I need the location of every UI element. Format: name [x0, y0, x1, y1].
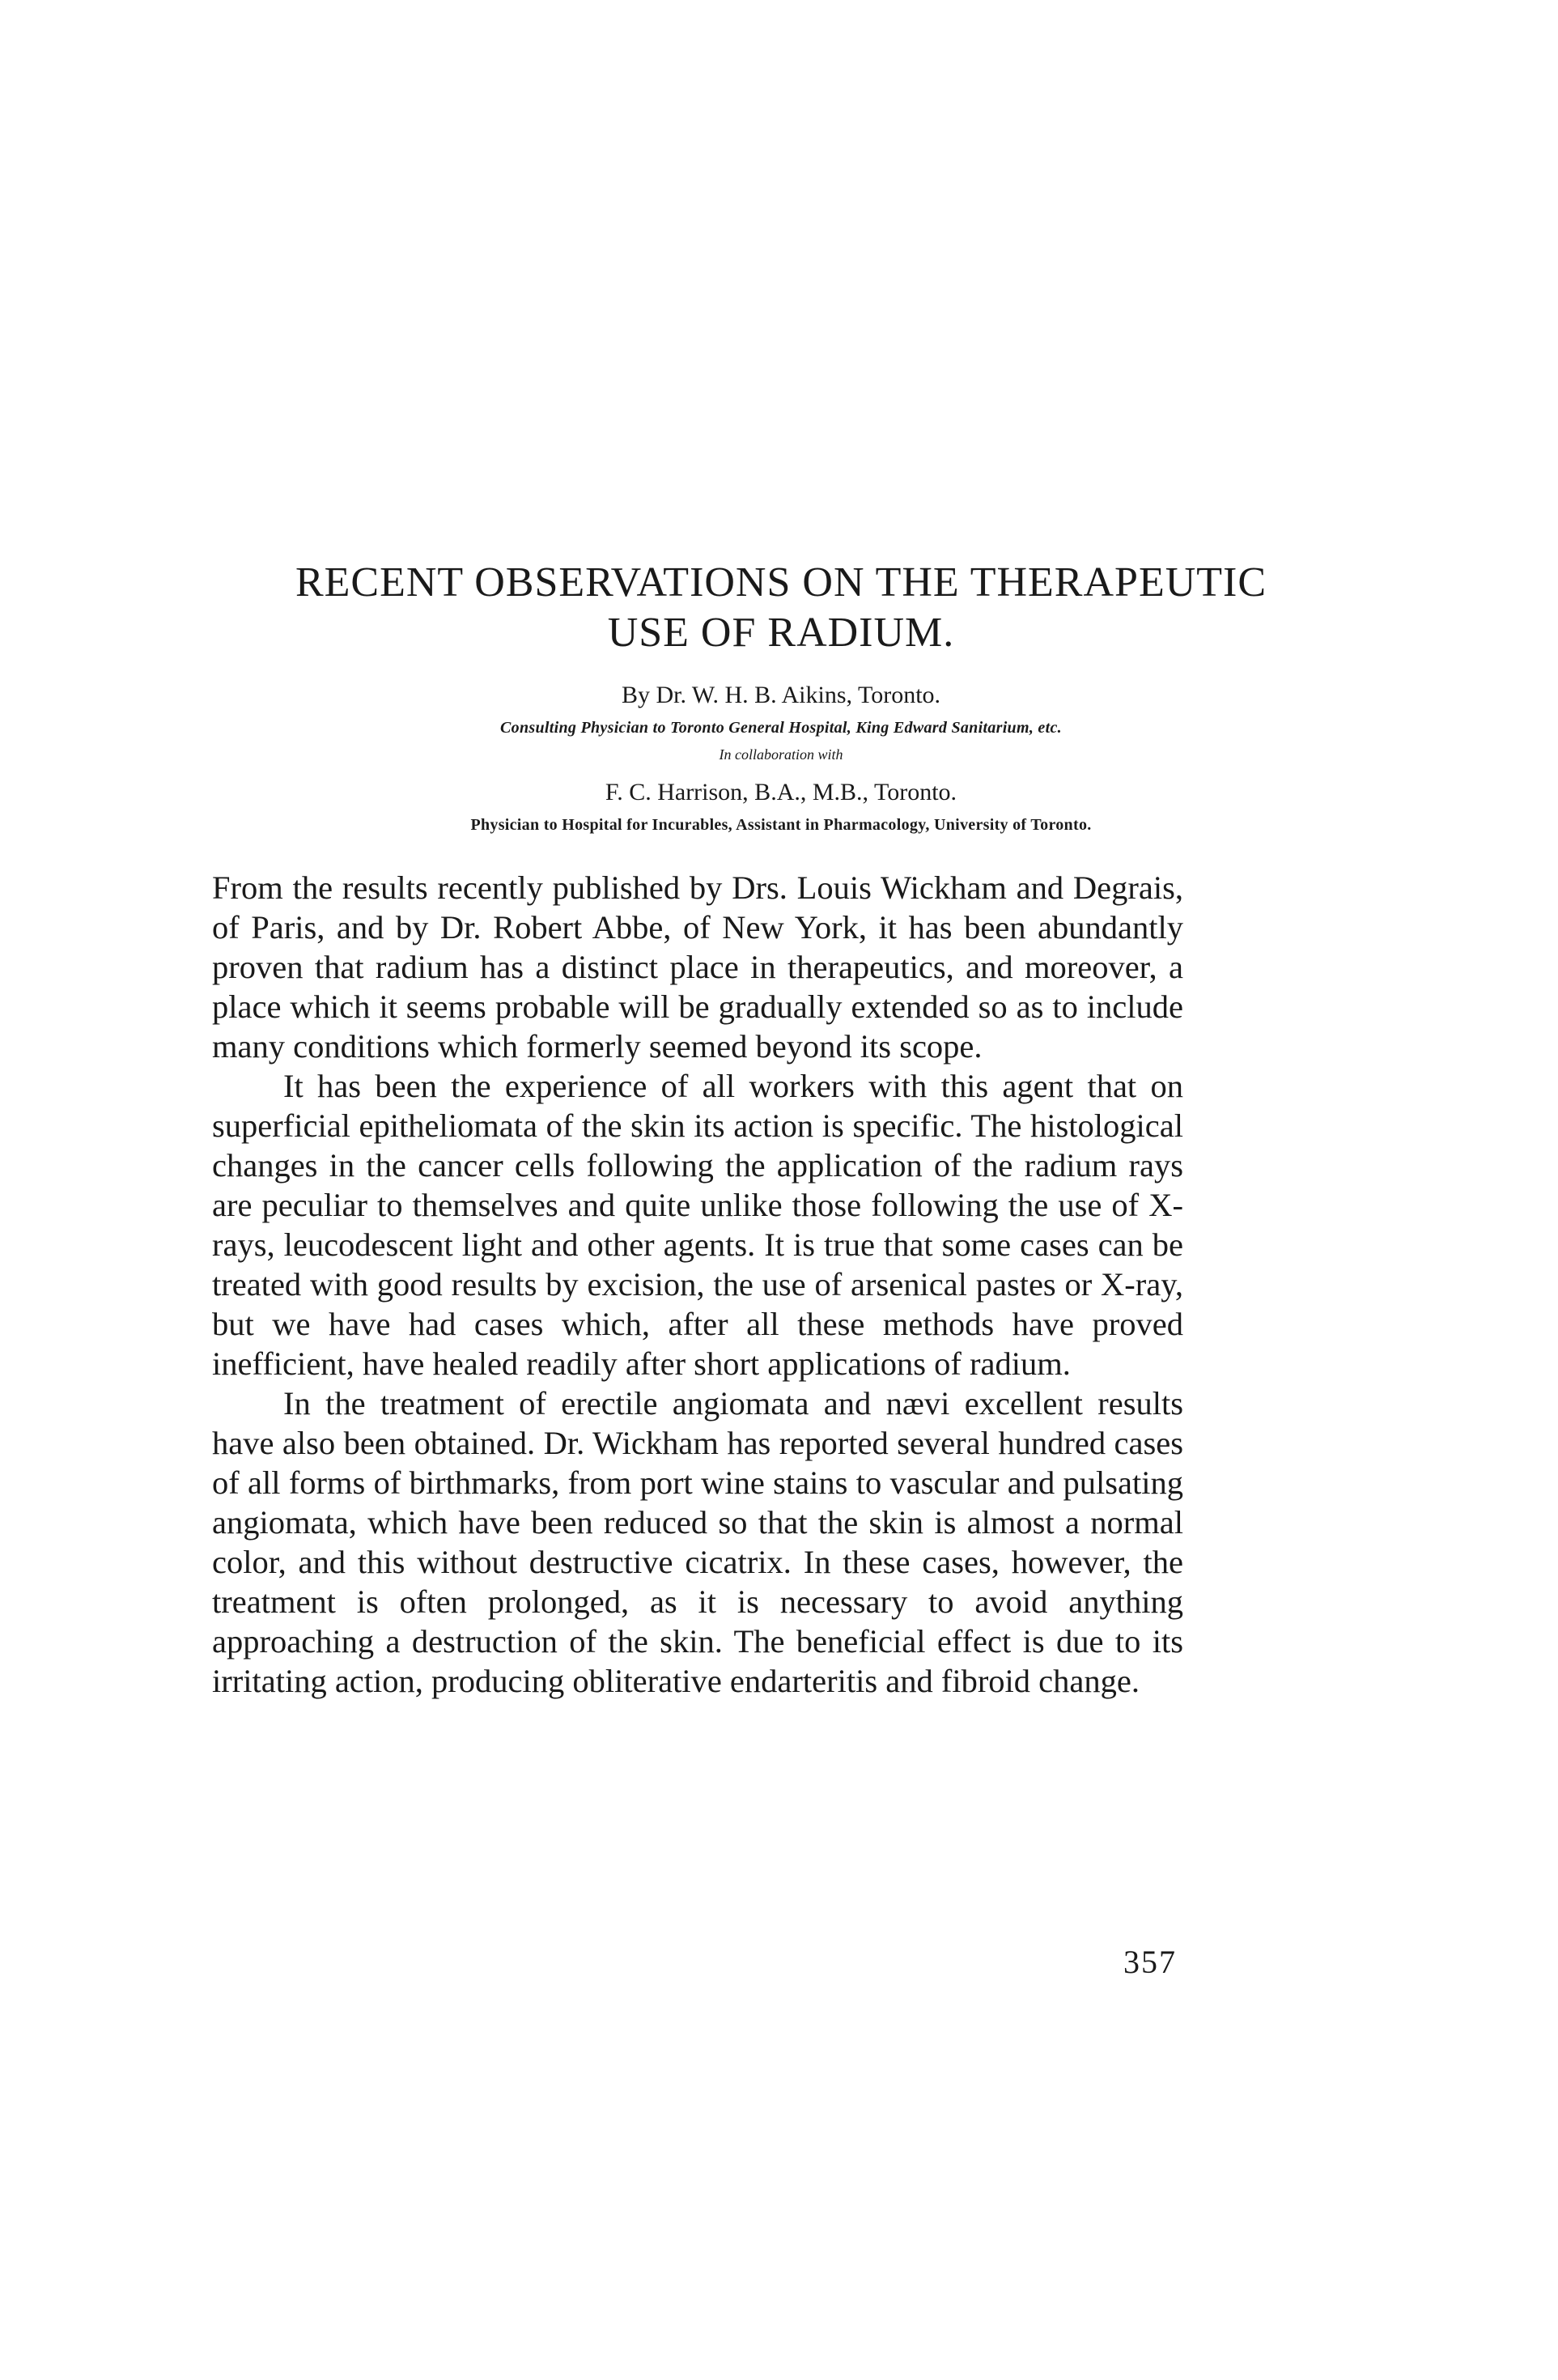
coauthor-affiliation: Physician to Hospital for Incurables, Assistant in Pharmacology, University of Toronto.	[470, 816, 1092, 834]
article-body	[212, 868, 1183, 1701]
body-paragraph-2: It has been the experience of all workers with this agent that on superficial epitheliomata of the skin its action is specific. The histological changes in the cancer cells following the application of the radium rays are peculiar to themselves and quite unlike those following the use of X-rays, leucodescent light and other agents. It is true that some cases can be treated with good results by excision, the use of arsenical pastes or X-ray, but we have had cases which, after all these methods have proved inefficient, have healed readily after short applications of radium.	[212, 1068, 1183, 1382]
coauthor-byline: F. C. Harrison, B.A., M.B., Toronto.	[605, 779, 957, 805]
body-paragraph-1: From the results recently published by Drs. Louis Wickham and Degrais, of Paris, and by Dr. Robert Abbe, of New York, it has been abundantly proven that radium has a distinct place in therapeutics, and moreover, a place which it seems probable will be gradually extended so as to include many conditions which formerly seemed beyond its scope.	[212, 869, 1183, 1065]
article-title-line-2: USE OF RADIUM.	[607, 610, 955, 656]
body-paragraph-3: In the treatment of erectile angiomata and nævi excellent results have also been obtained. Dr. Wickham has reported several hundred cases of all forms of birthmarks, from port wine stains to vascular and pulsating angiomata, which have been reduced so that the skin is almost a normal color, and this without destructive cicatrix. In these cases, however, the treatment is often prolonged, as it is necessary to avoid anything approaching a destruction of the skin. The beneficial effect is due to its irritating action, producing obliterative endarteritis and fibroid change.	[212, 1385, 1183, 1699]
article-title-line-1: RECENT OBSERVATIONS ON THE THERAPEUTIC	[295, 559, 1267, 606]
author-affiliation: Consulting Physician to Toronto General Hospital, King Edward Sanitarium, etc.	[500, 719, 1062, 737]
page-number: 357	[1123, 1944, 1177, 1980]
author-byline: By Dr. W. H. B. Aikins, Toronto.	[621, 682, 941, 708]
collaboration-note: In collaboration with	[719, 746, 843, 763]
